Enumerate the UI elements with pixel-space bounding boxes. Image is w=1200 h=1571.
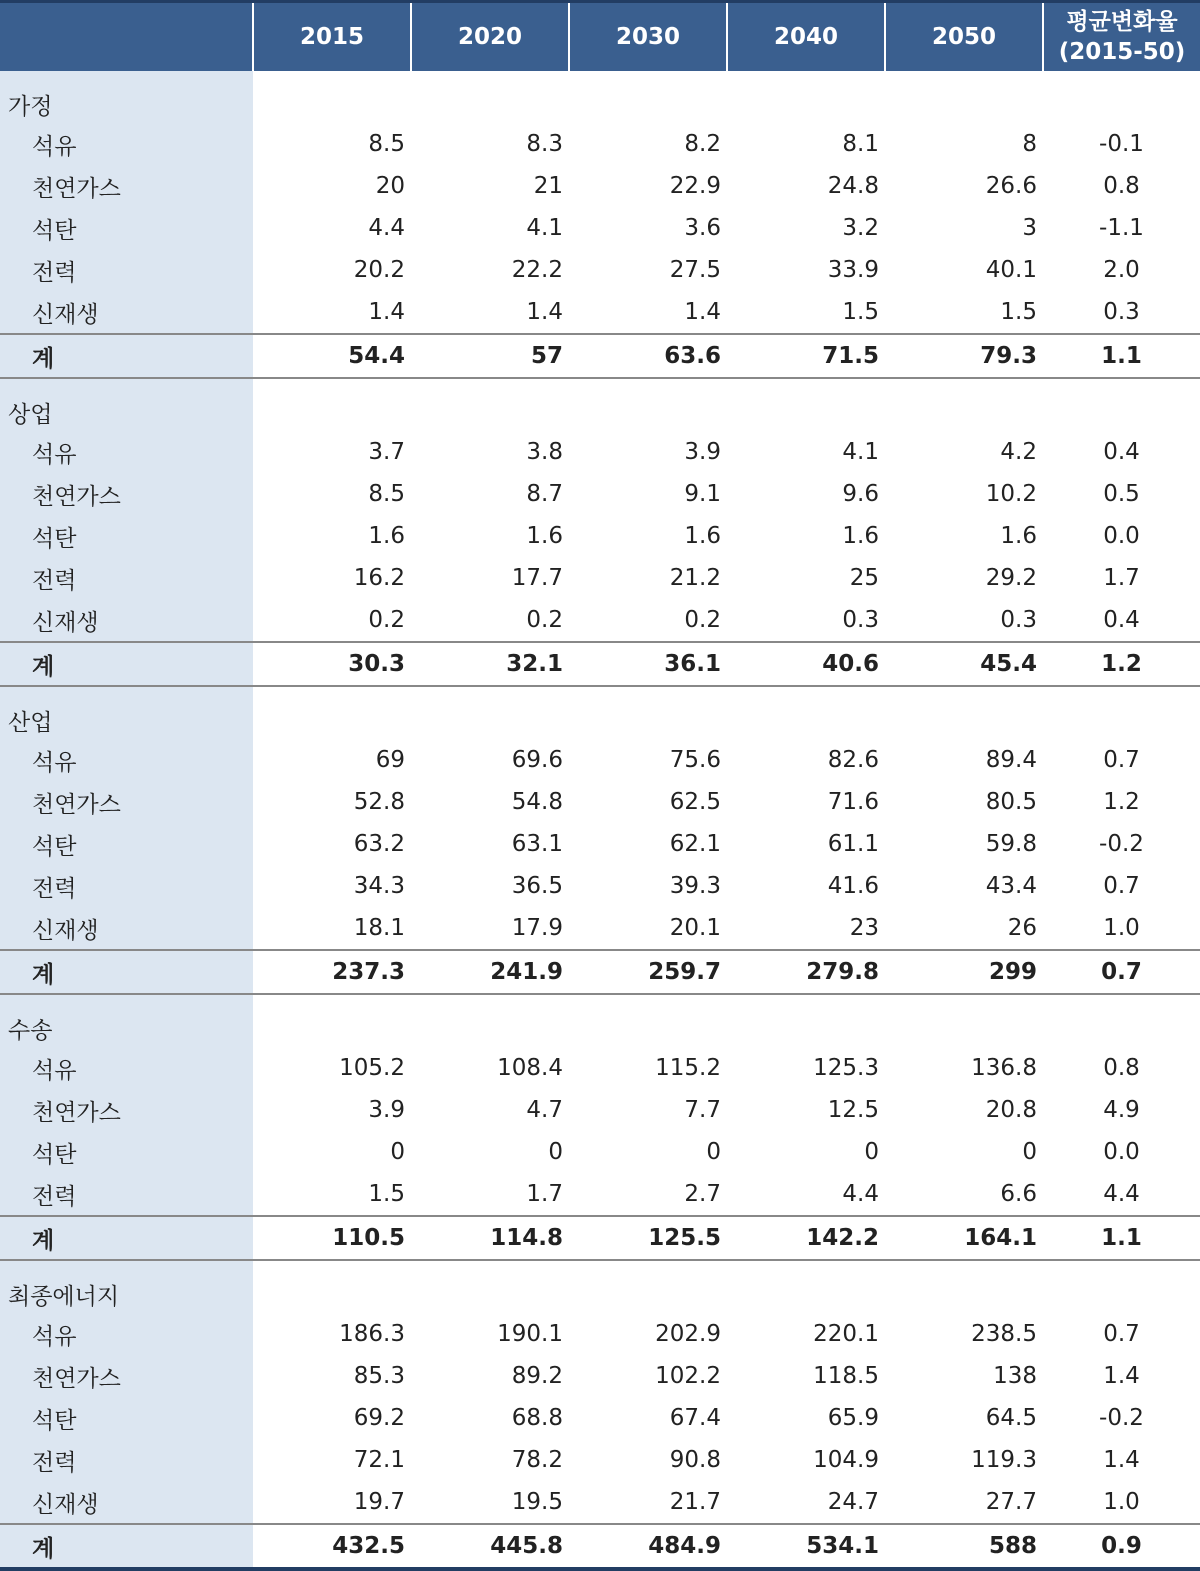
empty-cell (885, 994, 1043, 1047)
value-cell: 69.6 (511, 747, 563, 773)
rate-cell: -0.2 (1099, 1405, 1144, 1431)
value-cell: 69 (375, 747, 405, 773)
total-value-cell: 299 (885, 950, 1043, 994)
empty-cell (727, 1260, 885, 1313)
rate-cell: 0.0 (1103, 1139, 1140, 1165)
table-row (0, 123, 1200, 165)
value-cell: 8.3 (526, 131, 563, 157)
table-row (0, 207, 1200, 249)
empty-cell (1043, 378, 1200, 431)
row-label: 신재생 (0, 907, 253, 950)
table-row (0, 165, 1200, 207)
rate-cell: 0.3 (1103, 299, 1140, 325)
table-row (0, 1481, 1200, 1524)
value-cell: 105.2 (339, 1055, 405, 1081)
value-cell: 1.4 (368, 299, 405, 325)
empty-cell (1043, 686, 1200, 739)
value-cell: 18.1 (353, 915, 405, 941)
header-year-2050: 2050 (885, 2, 1043, 72)
row-label: 천연가스 (0, 1355, 253, 1397)
rate-cell: 1.4 (1103, 1363, 1140, 1389)
value-cell: 7.7 (684, 1097, 721, 1123)
value-cell: 4.7 (526, 1097, 563, 1123)
empty-cell (727, 71, 885, 123)
rate-cell: 0.5 (1103, 481, 1140, 507)
row-label: 석탄 (0, 1131, 253, 1173)
section-header-row (0, 71, 1200, 123)
total-rate-cell: 1.1 (1043, 1216, 1200, 1260)
value-cell: 4.1 (526, 215, 563, 241)
row-label: 천연가스 (0, 781, 253, 823)
row-label: 신재생 (0, 291, 253, 334)
header-average-change-rate (1043, 2, 1200, 72)
empty-cell (727, 378, 885, 431)
total-value-cell: 237.3 (253, 950, 411, 994)
value-cell: 186.3 (339, 1321, 405, 1347)
value-cell: 8.7 (526, 481, 563, 507)
rate-cell: -0.1 (1099, 131, 1144, 157)
total-value-cell: 164.1 (885, 1216, 1043, 1260)
value-cell: 21 (533, 173, 563, 199)
rate-cell: -0.2 (1099, 831, 1144, 857)
table-row (0, 1047, 1200, 1089)
empty-cell (885, 378, 1043, 431)
total-label: 계 (0, 1216, 253, 1260)
empty-cell (253, 1260, 411, 1313)
empty-cell (411, 1260, 569, 1313)
total-value-cell: 588 (885, 1524, 1043, 1569)
value-cell: 23 (849, 915, 879, 941)
value-cell: 8.2 (684, 131, 721, 157)
row-label: 석유 (0, 431, 253, 473)
value-cell: 19.7 (353, 1489, 405, 1515)
value-cell: 27.5 (669, 257, 721, 283)
rate-cell: 4.9 (1103, 1097, 1140, 1123)
total-label: 계 (0, 950, 253, 994)
total-value-cell: 54.4 (253, 334, 411, 378)
total-value-cell: 30.3 (253, 642, 411, 686)
value-cell: 21.2 (669, 565, 721, 591)
rate-cell: 0.8 (1103, 173, 1140, 199)
table-row (0, 515, 1200, 557)
total-value-cell: 36.1 (569, 642, 727, 686)
value-cell: 1.5 (368, 1181, 405, 1207)
rate-cell: 0.7 (1103, 1321, 1140, 1347)
total-value-cell: 142.2 (727, 1216, 885, 1260)
empty-cell (569, 994, 727, 1047)
value-cell: 69.2 (353, 1405, 405, 1431)
table-row (0, 1131, 1200, 1173)
total-value-cell: 114.8 (411, 1216, 569, 1260)
value-cell: 3.6 (684, 215, 721, 241)
section-header-row (0, 378, 1200, 431)
value-cell: 136.8 (971, 1055, 1037, 1081)
empty-cell (411, 378, 569, 431)
header-rate-title: 평균변화율 (1066, 9, 1178, 35)
total-row (0, 334, 1200, 378)
value-cell: 3.7 (368, 439, 405, 465)
empty-cell (727, 994, 885, 1047)
value-cell: 20.1 (669, 915, 721, 941)
total-rate-cell: 0.7 (1043, 950, 1200, 994)
row-label: 석탄 (0, 515, 253, 557)
value-cell: 20 (375, 173, 405, 199)
value-cell: 43.4 (985, 873, 1037, 899)
header-blank-cell (0, 2, 253, 72)
header-year-2030: 2030 (569, 2, 727, 72)
value-cell: 63.1 (511, 831, 563, 857)
value-cell: 138 (993, 1363, 1037, 1389)
value-cell: 27.7 (985, 1489, 1037, 1515)
value-cell: 4.2 (1000, 439, 1037, 465)
header-row (0, 2, 1200, 72)
empty-cell (885, 686, 1043, 739)
row-label: 전력 (0, 1173, 253, 1216)
empty-cell (727, 686, 885, 739)
table-row (0, 599, 1200, 642)
value-cell: 40.1 (985, 257, 1037, 283)
row-label: 신재생 (0, 599, 253, 642)
value-cell: 9.6 (842, 481, 879, 507)
value-cell: 6.6 (1000, 1181, 1037, 1207)
total-row (0, 1524, 1200, 1569)
empty-cell (1043, 994, 1200, 1047)
section-title: 가정 (0, 71, 253, 123)
section-header-row (0, 994, 1200, 1047)
section-header-row (0, 1260, 1200, 1313)
value-cell: 3 (1022, 215, 1037, 241)
value-cell: 39.3 (669, 873, 721, 899)
value-cell: 90.8 (669, 1447, 721, 1473)
rate-cell: 0.7 (1103, 747, 1140, 773)
value-cell: 1.4 (526, 299, 563, 325)
value-cell: 104.9 (813, 1447, 879, 1473)
table-row (0, 907, 1200, 950)
value-cell: 119.3 (971, 1447, 1037, 1473)
rate-cell: 1.0 (1103, 1489, 1140, 1515)
value-cell: 78.2 (511, 1447, 563, 1473)
value-cell: 62.1 (669, 831, 721, 857)
value-cell: 71.6 (827, 789, 879, 815)
table-row (0, 823, 1200, 865)
value-cell: 3.2 (842, 215, 879, 241)
value-cell: 17.9 (511, 915, 563, 941)
empty-cell (569, 1260, 727, 1313)
table-row (0, 1439, 1200, 1481)
table-row (0, 1397, 1200, 1439)
rate-cell: 1.2 (1103, 789, 1140, 815)
header-rate-period: (2015-50) (1058, 39, 1186, 65)
value-cell: 4.1 (842, 439, 879, 465)
row-label: 석유 (0, 1313, 253, 1355)
section-title: 상업 (0, 378, 253, 431)
value-cell: 1.6 (684, 523, 721, 549)
total-value-cell: 279.8 (727, 950, 885, 994)
value-cell: 220.1 (813, 1321, 879, 1347)
total-value-cell: 57 (411, 334, 569, 378)
row-label: 석탄 (0, 207, 253, 249)
value-cell: 12.5 (827, 1097, 879, 1123)
table-row (0, 1313, 1200, 1355)
rate-cell: 0.7 (1103, 873, 1140, 899)
total-value-cell: 71.5 (727, 334, 885, 378)
section-title: 수송 (0, 994, 253, 1047)
value-cell: 3.9 (684, 439, 721, 465)
total-value-cell: 32.1 (411, 642, 569, 686)
total-rate-cell: 1.2 (1043, 642, 1200, 686)
empty-cell (569, 71, 727, 123)
value-cell: 33.9 (827, 257, 879, 283)
value-cell: 0.3 (842, 607, 879, 633)
empty-cell (569, 686, 727, 739)
empty-cell (253, 686, 411, 739)
value-cell: 0 (390, 1139, 405, 1165)
row-label: 전력 (0, 865, 253, 907)
value-cell: 1.4 (684, 299, 721, 325)
value-cell: 8 (1022, 131, 1037, 157)
table-row (0, 249, 1200, 291)
value-cell: 52.8 (353, 789, 405, 815)
value-cell: 190.1 (497, 1321, 563, 1347)
value-cell: 115.2 (655, 1055, 721, 1081)
row-label: 전력 (0, 1439, 253, 1481)
total-value-cell: 40.6 (727, 642, 885, 686)
value-cell: 202.9 (655, 1321, 721, 1347)
value-cell: 1.6 (368, 523, 405, 549)
value-cell: 75.6 (669, 747, 721, 773)
section-header-row (0, 686, 1200, 739)
value-cell: 67.4 (669, 1405, 721, 1431)
value-cell: 34.3 (353, 873, 405, 899)
value-cell: 0 (1022, 1139, 1037, 1165)
value-cell: 62.5 (669, 789, 721, 815)
total-value-cell: 79.3 (885, 334, 1043, 378)
value-cell: 63.2 (353, 831, 405, 857)
value-cell: 0 (706, 1139, 721, 1165)
table-row (0, 865, 1200, 907)
value-cell: 3.9 (368, 1097, 405, 1123)
value-cell: 4.4 (368, 215, 405, 241)
table-row (0, 1173, 1200, 1216)
table-row (0, 291, 1200, 334)
total-value-cell: 259.7 (569, 950, 727, 994)
rate-cell: 4.4 (1103, 1181, 1140, 1207)
value-cell: 0 (548, 1139, 563, 1165)
value-cell: 89.4 (985, 747, 1037, 773)
section-title: 최종에너지 (0, 1260, 253, 1313)
total-value-cell: 63.6 (569, 334, 727, 378)
total-label: 계 (0, 642, 253, 686)
empty-cell (411, 686, 569, 739)
value-cell: 64.5 (985, 1405, 1037, 1431)
value-cell: 61.1 (827, 831, 879, 857)
value-cell: 10.2 (985, 481, 1037, 507)
value-cell: 89.2 (511, 1363, 563, 1389)
value-cell: 80.5 (985, 789, 1037, 815)
value-cell: 102.2 (655, 1363, 721, 1389)
value-cell: 65.9 (827, 1405, 879, 1431)
value-cell: 0.2 (526, 607, 563, 633)
row-label: 천연가스 (0, 165, 253, 207)
total-label: 계 (0, 334, 253, 378)
total-row (0, 950, 1200, 994)
empty-cell (411, 994, 569, 1047)
value-cell: 68.8 (511, 1405, 563, 1431)
value-cell: 0.2 (368, 607, 405, 633)
value-cell: 29.2 (985, 565, 1037, 591)
value-cell: 0.2 (684, 607, 721, 633)
value-cell: 1.5 (1000, 299, 1037, 325)
value-cell: 1.5 (842, 299, 879, 325)
value-cell: 22.2 (511, 257, 563, 283)
table-body (0, 71, 1200, 1569)
table-row (0, 431, 1200, 473)
value-cell: 9.1 (684, 481, 721, 507)
value-cell: 72.1 (353, 1447, 405, 1473)
value-cell: 54.8 (511, 789, 563, 815)
value-cell: 21.7 (669, 1489, 721, 1515)
total-value-cell: 45.4 (885, 642, 1043, 686)
empty-cell (253, 378, 411, 431)
value-cell: 1.6 (842, 523, 879, 549)
empty-cell (411, 71, 569, 123)
value-cell: 85.3 (353, 1363, 405, 1389)
value-cell: 125.3 (813, 1055, 879, 1081)
value-cell: 59.8 (985, 831, 1037, 857)
header-year-2040: 2040 (727, 2, 885, 72)
value-cell: 8.5 (368, 481, 405, 507)
table-row (0, 1355, 1200, 1397)
row-label: 석유 (0, 1047, 253, 1089)
value-cell: 41.6 (827, 873, 879, 899)
total-value-cell: 125.5 (569, 1216, 727, 1260)
empty-cell (1043, 71, 1200, 123)
row-label: 석유 (0, 123, 253, 165)
value-cell: 24.8 (827, 173, 879, 199)
row-label: 석탄 (0, 1397, 253, 1439)
value-cell: 1.6 (1000, 523, 1037, 549)
table-row (0, 739, 1200, 781)
rate-cell: 1.4 (1103, 1447, 1140, 1473)
table-row (0, 473, 1200, 515)
value-cell: 3.8 (526, 439, 563, 465)
value-cell: 20.2 (353, 257, 405, 283)
value-cell: 22.9 (669, 173, 721, 199)
empty-cell (253, 994, 411, 1047)
row-label: 전력 (0, 249, 253, 291)
empty-cell (1043, 1260, 1200, 1313)
value-cell: 2.7 (684, 1181, 721, 1207)
rate-cell: 1.7 (1103, 565, 1140, 591)
total-value-cell: 484.9 (569, 1524, 727, 1569)
row-label: 천연가스 (0, 1089, 253, 1131)
value-cell: 19.5 (511, 1489, 563, 1515)
row-label: 전력 (0, 557, 253, 599)
value-cell: 26.6 (985, 173, 1037, 199)
row-label: 석탄 (0, 823, 253, 865)
rate-cell: 1.0 (1103, 915, 1140, 941)
table-header (0, 2, 1200, 72)
rate-cell: 0.0 (1103, 523, 1140, 549)
value-cell: 0.3 (1000, 607, 1037, 633)
value-cell: 20.8 (985, 1097, 1037, 1123)
total-value-cell: 110.5 (253, 1216, 411, 1260)
total-row (0, 1216, 1200, 1260)
value-cell: 17.7 (511, 565, 563, 591)
value-cell: 26 (1007, 915, 1037, 941)
rate-cell: 0.8 (1103, 1055, 1140, 1081)
rate-cell: 2.0 (1103, 257, 1140, 283)
rate-cell: 0.4 (1103, 439, 1140, 465)
value-cell: 238.5 (971, 1321, 1037, 1347)
value-cell: 8.1 (842, 131, 879, 157)
value-cell: 118.5 (813, 1363, 879, 1389)
table-row (0, 1089, 1200, 1131)
value-cell: 8.5 (368, 131, 405, 157)
rate-cell: -1.1 (1099, 215, 1144, 241)
empty-cell (569, 378, 727, 431)
value-cell: 1.6 (526, 523, 563, 549)
header-year-2020: 2020 (411, 2, 569, 72)
section-title: 산업 (0, 686, 253, 739)
table-row (0, 557, 1200, 599)
total-value-cell: 534.1 (727, 1524, 885, 1569)
row-label: 신재생 (0, 1481, 253, 1524)
total-row (0, 642, 1200, 686)
total-value-cell: 241.9 (411, 950, 569, 994)
value-cell: 108.4 (497, 1055, 563, 1081)
value-cell: 36.5 (511, 873, 563, 899)
total-label: 계 (0, 1524, 253, 1569)
empty-cell (885, 1260, 1043, 1313)
value-cell: 25 (849, 565, 879, 591)
value-cell: 16.2 (353, 565, 405, 591)
value-cell: 24.7 (827, 1489, 879, 1515)
total-value-cell: 432.5 (253, 1524, 411, 1569)
total-rate-cell: 1.1 (1043, 334, 1200, 378)
total-value-cell: 445.8 (411, 1524, 569, 1569)
empty-cell (885, 71, 1043, 123)
rate-cell: 0.4 (1103, 607, 1140, 633)
value-cell: 0 (864, 1139, 879, 1165)
value-cell: 4.4 (842, 1181, 879, 1207)
header-year-2015: 2015 (253, 2, 411, 72)
table-row (0, 781, 1200, 823)
total-rate-cell: 0.9 (1043, 1524, 1200, 1569)
row-label: 천연가스 (0, 473, 253, 515)
value-cell: 1.7 (526, 1181, 563, 1207)
row-label: 석유 (0, 739, 253, 781)
empty-cell (253, 71, 411, 123)
value-cell: 82.6 (827, 747, 879, 773)
